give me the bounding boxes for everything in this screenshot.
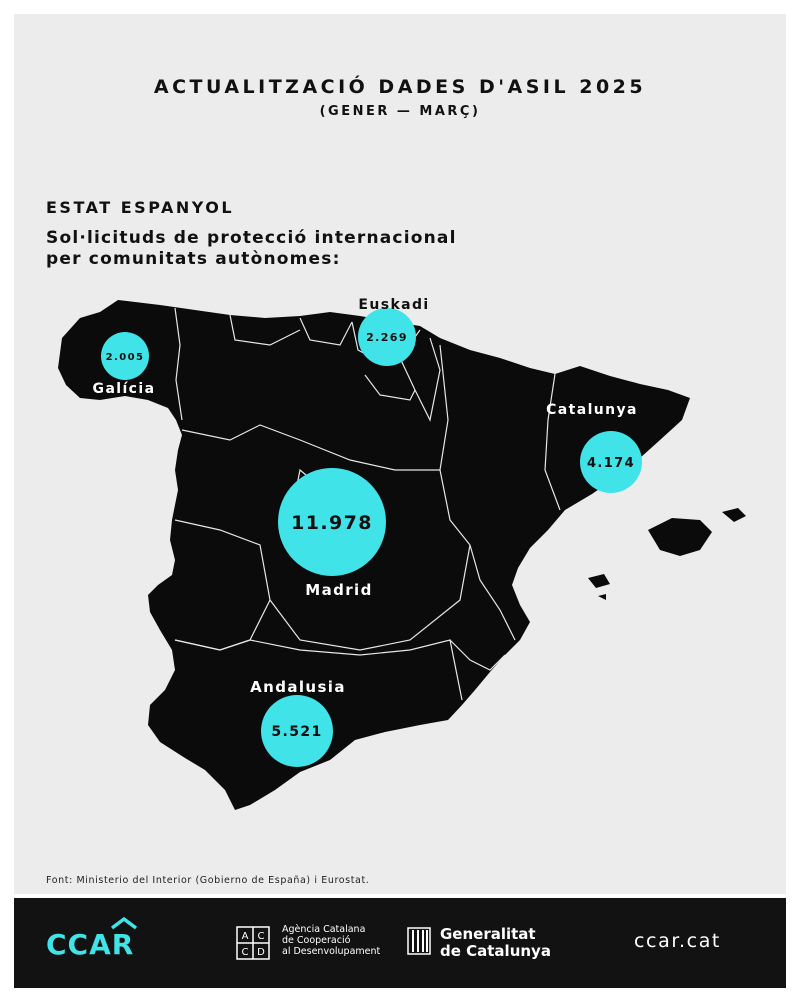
label-galicia: Galícia [92,381,156,397]
generalitat-logo-text[interactable] [440,926,551,960]
footer-bar [14,898,786,988]
acd-letter-c2: C [241,947,249,958]
acd-logo-text[interactable] [282,924,380,957]
ibiza-shape [588,574,610,588]
website-link[interactable]: ccar.cat [634,930,721,952]
description-line-2: per comunitats autònomes: [46,249,341,269]
value-euskadi: 2.269 [366,331,408,344]
value-catalunya: 4.174 [586,456,636,471]
label-catalunya: Catalunya [546,402,638,418]
label-andalusia: Andalusia [250,678,346,696]
label-madrid: Madrid [305,581,373,599]
acd-line-3: al Desenvolupament [282,946,381,957]
value-andalusia: 5.521 [271,724,323,740]
ccar-logo[interactable]: CCAR [46,928,135,961]
value-galicia: 2.005 [105,352,145,363]
value-madrid: 11.978 [291,512,373,534]
generalitat-emblem-icon [406,924,432,958]
gen-line-2: de Catalunya [440,942,551,960]
ccar-logo-hat-icon [110,916,138,930]
formentera-shape [598,594,606,600]
acd-logo-icon [236,926,270,960]
source-note: Font: Ministerio del Interior (Gobierno de España) i Eurostat. [46,875,370,886]
menorca-shape [722,508,746,522]
acd-letter-a: A [241,931,249,942]
gen-line-1: Generalitat [440,925,536,943]
description-line-1: Sol·licituds de protecció internacional [46,228,457,248]
mallorca-shape [648,518,712,556]
page-subtitle: (GENER — MARÇ) [319,104,481,119]
label-euskadi: Euskadi [358,297,430,313]
page-title: ACTUALITZACIÓ DADES D'ASIL 2025 [153,76,647,98]
acd-line-1: Agència Catalana [282,924,366,935]
acd-line-2: de Cooperació [282,935,351,946]
acd-letter-c1: C [257,931,265,942]
section-title: ESTAT ESPANYOL [46,198,235,217]
acd-letter-d: D [257,947,265,958]
